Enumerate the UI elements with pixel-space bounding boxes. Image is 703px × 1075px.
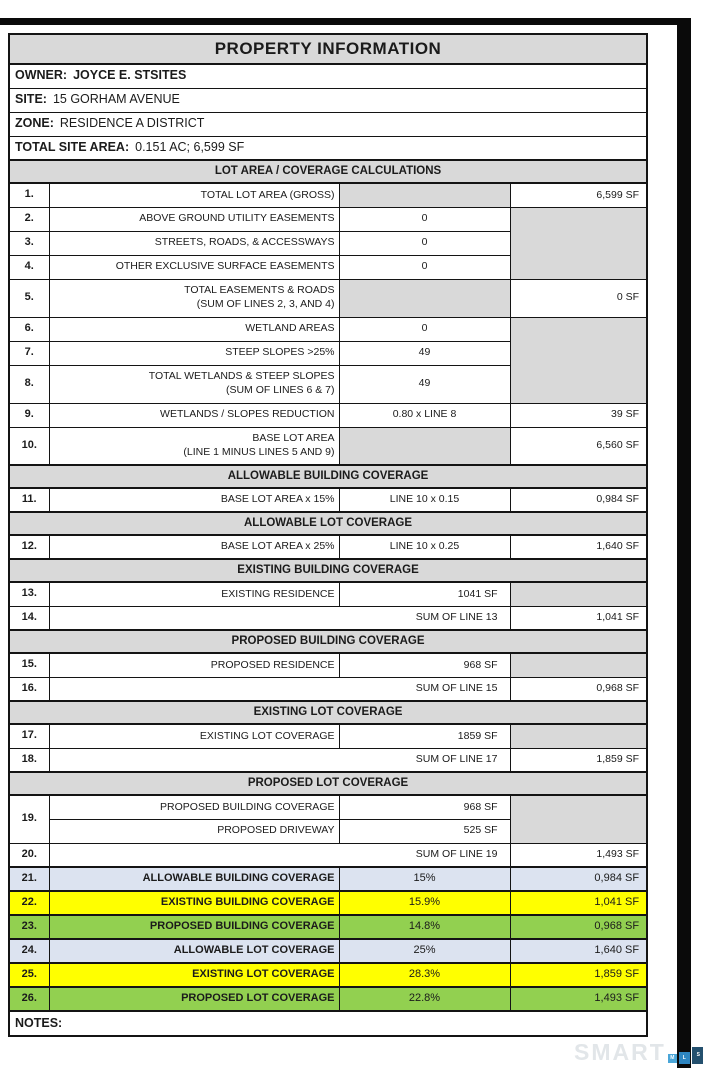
- section-existing-lot-label: EXISTING LOT COVERAGE: [9, 701, 647, 724]
- notes-label: NOTES:: [9, 1011, 647, 1036]
- line-16-result: 0,968 SF: [510, 677, 647, 701]
- line-12-number: 12.: [9, 535, 49, 559]
- section-proposed-building: [9, 630, 647, 653]
- line-25-result: 1,859 SF: [510, 963, 647, 987]
- line-17-row: [9, 724, 647, 748]
- line-1-shaded-cell: [339, 183, 510, 207]
- line-14-description: SUM OF LINE 13: [49, 606, 510, 630]
- line-19-number: 19.: [9, 795, 49, 843]
- line-20-row: [9, 843, 647, 867]
- line-1-row: [9, 183, 647, 207]
- line-18-number: 18.: [9, 748, 49, 772]
- site-value: 15 GORHAM AVENUE: [52, 92, 180, 107]
- line-26-value: 22.8%: [339, 987, 510, 1011]
- zone-label: ZONE:: [15, 116, 54, 131]
- section-allowable-lot: [9, 512, 647, 535]
- line-13-description: EXISTING RESIDENCE: [49, 582, 339, 606]
- line-6-row: [9, 317, 647, 341]
- line-9-number: 9.: [9, 403, 49, 427]
- line-23-number: 23.: [9, 915, 49, 939]
- line-2-number: 2.: [9, 207, 49, 231]
- line-5-description-line2: (SUM OF LINES 2, 3, AND 4): [196, 298, 335, 310]
- site-area-value: 0.151 AC; 6,599 SF: [135, 139, 245, 154]
- line-9-value: 0.80 x LINE 8: [339, 403, 510, 427]
- site-row: [9, 88, 647, 112]
- line-4-description: OTHER EXCLUSIVE SURFACE EASEMENTS: [49, 255, 339, 279]
- line-24-number: 24.: [9, 939, 49, 963]
- line-5-description: [49, 279, 339, 317]
- line-8-number: 8.: [9, 365, 49, 403]
- line-3-value: 0: [339, 231, 510, 255]
- section-allowable-building-label: ALLOWABLE BUILDING COVERAGE: [9, 465, 647, 488]
- line-10-shaded-cell: [339, 427, 510, 465]
- line-16-number: 16.: [9, 677, 49, 701]
- line-16-row: [9, 677, 647, 701]
- line-9-result: 39 SF: [510, 403, 647, 427]
- line-21-value: 15%: [339, 867, 510, 891]
- line-22-value: 15.9%: [339, 891, 510, 915]
- line-22-description: EXISTING BUILDING COVERAGE: [49, 891, 339, 915]
- section-calculations-label: LOT AREA / COVERAGE CALCULATIONS: [9, 160, 647, 183]
- line-15-number: 15.: [9, 653, 49, 677]
- section-proposed-lot: [9, 772, 647, 795]
- section-allowable-building: [9, 465, 647, 488]
- line-25-description: EXISTING LOT COVERAGE: [49, 963, 339, 987]
- line-1-description: TOTAL LOT AREA (GROSS): [49, 183, 339, 207]
- line-2-value: 0: [339, 207, 510, 231]
- line-13-value: 1041 SF: [339, 582, 510, 606]
- line-19-description-b: PROPOSED DRIVEWAY: [49, 819, 339, 843]
- owner-value: JOYCE E. STSITES: [73, 68, 187, 83]
- line-12-result: 1,640 SF: [510, 535, 647, 559]
- line-7-number: 7.: [9, 341, 49, 365]
- line-24-row: [9, 939, 647, 963]
- line-11-description: BASE LOT AREA x 15%: [49, 488, 339, 512]
- line-22-row: [9, 891, 647, 915]
- line-24-result: 1,640 SF: [510, 939, 647, 963]
- line-17-description: EXISTING LOT COVERAGE: [49, 724, 339, 748]
- line-17-number: 17.: [9, 724, 49, 748]
- section-proposed-building-label: PROPOSED BUILDING COVERAGE: [9, 630, 647, 653]
- line-10-description-line2: (LINE 1 MINUS LINES 5 AND 9): [183, 445, 335, 458]
- line-11-row: [9, 488, 647, 512]
- line-16-description: SUM OF LINE 15: [49, 677, 510, 701]
- site-cell: [9, 88, 647, 112]
- line-7-value: 49: [339, 341, 510, 365]
- section-proposed-lot-label: PROPOSED LOT COVERAGE: [9, 772, 647, 795]
- owner-cell: [9, 64, 647, 88]
- zone-row: [9, 112, 647, 136]
- line-26-row: [9, 987, 647, 1011]
- line-14-row: [9, 606, 647, 630]
- line-11-number: 11.: [9, 488, 49, 512]
- line-26-description: PROPOSED LOT COVERAGE: [49, 987, 339, 1011]
- line-22-result: 1,041 SF: [510, 891, 647, 915]
- line-15-shaded-cell: [510, 653, 647, 677]
- page-border-right: [677, 18, 691, 1068]
- line-8-value: 49: [339, 365, 510, 403]
- smartmls-logo-text: SMART: [574, 1039, 666, 1065]
- logo-square-m: M: [668, 1054, 677, 1063]
- line-21-row: [9, 867, 647, 891]
- section-existing-building-label: EXISTING BUILDING COVERAGE: [9, 559, 647, 582]
- line-19-value-a: 968 SF: [339, 795, 510, 819]
- line-15-value: 968 SF: [339, 653, 510, 677]
- line-13-number: 13.: [9, 582, 49, 606]
- line-11-value: LINE 10 x 0.15: [339, 488, 510, 512]
- line-17-value: 1859 SF: [339, 724, 510, 748]
- line-5-number: 5.: [9, 279, 49, 317]
- line-23-description: PROPOSED BUILDING COVERAGE: [49, 915, 339, 939]
- line-22-number: 22.: [9, 891, 49, 915]
- section-allowable-lot-label: ALLOWABLE LOT COVERAGE: [9, 512, 647, 535]
- line-19-description-a: PROPOSED BUILDING COVERAGE: [49, 795, 339, 819]
- page-border-top: [0, 18, 691, 25]
- title-row: [9, 34, 647, 64]
- line-14-number: 14.: [9, 606, 49, 630]
- logo-square-l: L: [679, 1052, 690, 1064]
- line-4-value: 0: [339, 255, 510, 279]
- line-10-description: [49, 427, 339, 465]
- line-20-result: 1,493 SF: [510, 843, 647, 867]
- line-1-result: 6,599 SF: [510, 183, 647, 207]
- zone-cell: [9, 112, 647, 136]
- line-25-number: 25.: [9, 963, 49, 987]
- line-6-value: 0: [339, 317, 510, 341]
- line-21-result: 0,984 SF: [510, 867, 647, 891]
- line-23-result: 0,968 SF: [510, 915, 647, 939]
- line-8-description: [49, 365, 339, 403]
- owner-row: [9, 64, 647, 88]
- notes-row: [9, 1011, 647, 1036]
- line-9-row: [9, 403, 647, 427]
- line-24-description: ALLOWABLE LOT COVERAGE: [49, 939, 339, 963]
- smartmls-logo: [574, 1036, 703, 1064]
- line-20-description: SUM OF LINE 19: [49, 843, 510, 867]
- site-area-row: [9, 136, 647, 160]
- line-8-description-line1: TOTAL WETLANDS & STEEP SLOPES: [148, 370, 335, 383]
- line-19-value-b: 525 SF: [339, 819, 510, 843]
- line-23-value: 14.8%: [339, 915, 510, 939]
- line-20-number: 20.: [9, 843, 49, 867]
- line-14-result: 1,041 SF: [510, 606, 647, 630]
- line-4-number: 4.: [9, 255, 49, 279]
- line-10-row: [9, 427, 647, 465]
- section-existing-lot: [9, 701, 647, 724]
- lines-2-4-shaded-cell: [510, 207, 647, 279]
- line-5-result: 0 SF: [510, 279, 647, 317]
- line-10-description-line1: BASE LOT AREA: [252, 432, 335, 445]
- lines-6-8-shaded-cell: [510, 317, 647, 403]
- section-existing-building: [9, 559, 647, 582]
- line-24-value: 25%: [339, 939, 510, 963]
- line-2-description: ABOVE GROUND UTILITY EASEMENTS: [49, 207, 339, 231]
- line-15-description: PROPOSED RESIDENCE: [49, 653, 339, 677]
- site-area-label: TOTAL SITE AREA:: [15, 139, 130, 154]
- line-8-description-line2: (SUM OF LINES 6 & 7): [225, 384, 335, 396]
- line-18-description: SUM OF LINE 17: [49, 748, 510, 772]
- line-19-row-a: [9, 795, 647, 819]
- line-5-description-line1: TOTAL EASEMENTS & ROADS: [184, 284, 335, 297]
- owner-label: OWNER:: [15, 68, 68, 83]
- line-13-shaded-cell: [510, 582, 647, 606]
- section-calculations: [9, 160, 647, 183]
- line-9-description: WETLANDS / SLOPES REDUCTION: [49, 403, 339, 427]
- line-23-row: [9, 915, 647, 939]
- line-26-number: 26.: [9, 987, 49, 1011]
- line-12-description: BASE LOT AREA x 25%: [49, 535, 339, 559]
- line-10-number: 10.: [9, 427, 49, 465]
- zone-value: RESIDENCE A DISTRICT: [59, 116, 205, 131]
- page-title: PROPERTY INFORMATION: [9, 34, 647, 64]
- line-6-description: WETLAND AREAS: [49, 317, 339, 341]
- site-area-cell: [9, 136, 647, 160]
- line-13-row: [9, 582, 647, 606]
- line-3-number: 3.: [9, 231, 49, 255]
- line-19-shaded-cell: [510, 795, 647, 843]
- line-18-result: 1,859 SF: [510, 748, 647, 772]
- line-5-row: [9, 279, 647, 317]
- line-7-description: STEEP SLOPES >25%: [49, 341, 339, 365]
- line-2-row: [9, 207, 647, 231]
- line-12-value: LINE 10 x 0.25: [339, 535, 510, 559]
- line-6-number: 6.: [9, 317, 49, 341]
- line-10-result: 6,560 SF: [510, 427, 647, 465]
- line-1-number: 1.: [9, 183, 49, 207]
- line-21-number: 21.: [9, 867, 49, 891]
- line-25-row: [9, 963, 647, 987]
- line-18-row: [9, 748, 647, 772]
- line-21-description: ALLOWABLE BUILDING COVERAGE: [49, 867, 339, 891]
- line-15-row: [9, 653, 647, 677]
- line-3-description: STREETS, ROADS, & ACCESSWAYS: [49, 231, 339, 255]
- site-label: SITE:: [15, 92, 47, 107]
- line-17-shaded-cell: [510, 724, 647, 748]
- line-5-shaded-cell: [339, 279, 510, 317]
- line-25-value: 28.3%: [339, 963, 510, 987]
- logo-square-s: S: [692, 1047, 703, 1064]
- property-information-table: [8, 33, 648, 1037]
- line-11-result: 0,984 SF: [510, 488, 647, 512]
- line-12-row: [9, 535, 647, 559]
- line-26-result: 1,493 SF: [510, 987, 647, 1011]
